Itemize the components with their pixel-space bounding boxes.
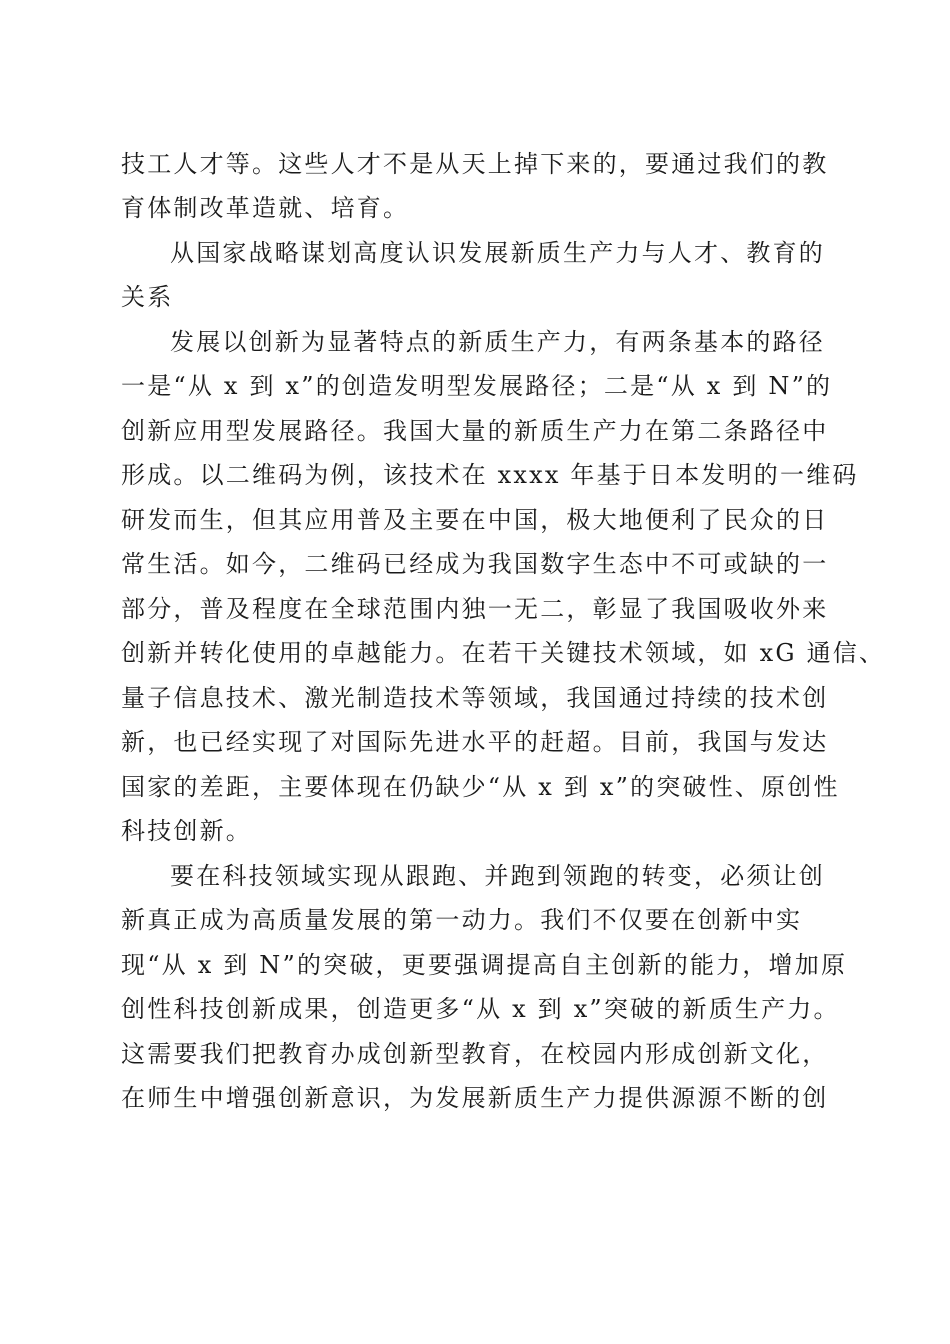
- text-line-15: 国家的差距，主要体现在仍缺少“从 x 到 x”的突破性、原创性: [121, 773, 840, 801]
- text-line-9: 研发而生，但其应用普及主要在中国，极大地便利了民众的日: [121, 506, 829, 534]
- text-line-22: 在师生中增强创新意识，为发展新质生产力提供源源不断的创: [121, 1084, 829, 1112]
- text-line-1: 技工人才等。这些人才不是从天上掉下来的，要通过我们的教: [121, 150, 829, 178]
- text-line-20: 创性科技创新成果，创造更多“从 x 到 x”突破的新质生产力。: [121, 995, 840, 1023]
- text-line-16: 科技创新。: [121, 817, 252, 845]
- text-line-3: 从国家战略谋划高度认识发展新质生产力与人才、教育的: [170, 239, 825, 267]
- text-line-14: 新，也已经实现了对国际先进水平的赶超。目前，我国与发达: [121, 728, 829, 756]
- text-line-7: 创新应用型发展路径。我国大量的新质生产力在第二条路径中: [121, 417, 829, 445]
- text-line-8: 形成。以二维码为例，该技术在 xxxx 年基于日本发明的一维码: [121, 461, 859, 489]
- text-line-4: 关系: [121, 283, 174, 311]
- text-line-12: 创新并转化使用的卓越能力。在若干关键技术领域，如 xG 通信、: [121, 639, 886, 667]
- text-line-19: 现“从 x 到 N”的突破，更要强调提高自主创新的能力，增加原: [121, 951, 848, 979]
- text-line-13: 量子信息技术、激光制造技术等领域，我国通过持续的技术创: [121, 684, 829, 712]
- text-line-2: 育体制改革造就、培育。: [121, 194, 410, 222]
- text-line-5: 发展以创新为显著特点的新质生产力，有两条基本的路径: [170, 328, 825, 356]
- text-line-17: 要在科技领域实现从跟跑、并跑到领跑的转变，必须让创: [170, 862, 825, 890]
- text-line-11: 部分，普及程度在全球范围内独一无二，彰显了我国吸收外来: [121, 595, 829, 623]
- text-line-10: 常生活。如今，二维码已经成为我国数字生态中不可或缺的一: [121, 550, 829, 578]
- text-line-18: 新真正成为高质量发展的第一动力。我们不仅要在创新中实: [121, 906, 803, 934]
- text-line-21: 这需要我们把教育办成创新型教育，在校园内形成创新文化，: [121, 1040, 829, 1068]
- text-line-6: 一是“从 x 到 x”的创造发明型发展路径；二是“从 x 到 N”的: [121, 372, 833, 400]
